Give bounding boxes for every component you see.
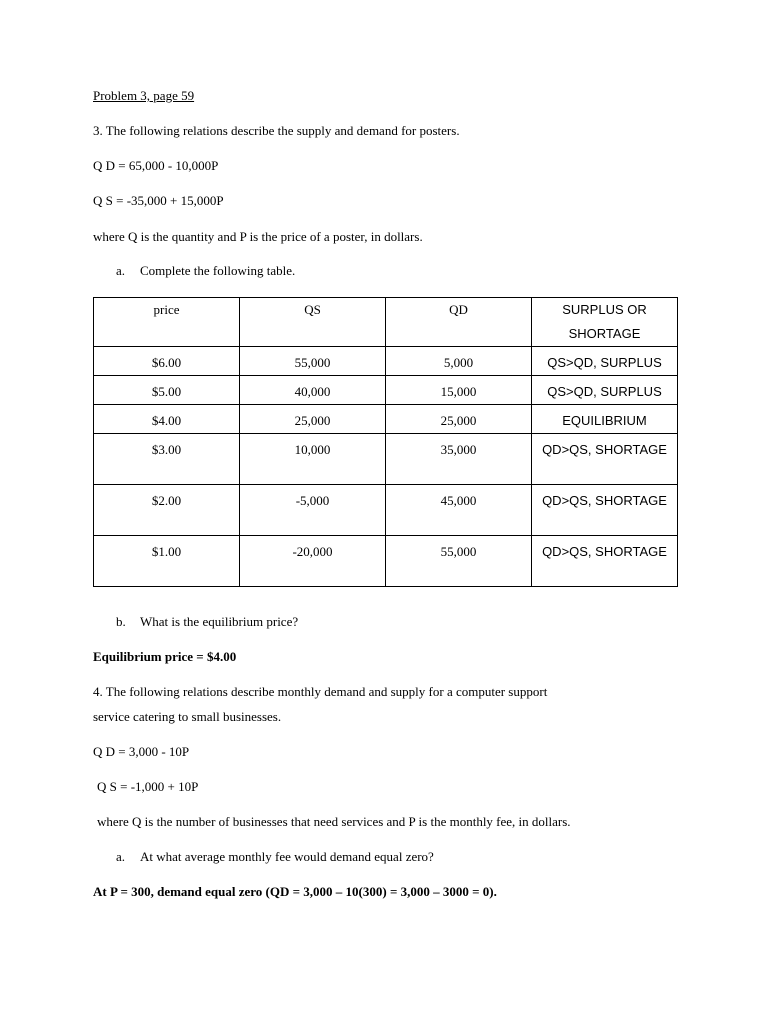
cell-qd: 25,000 (386, 405, 532, 434)
problem-4-intro-line1: 4. The following relations describe monthly demand and supply for a computer support (93, 684, 548, 699)
supply-equation-4: Q S = -1,000 + 10P (97, 779, 199, 794)
list-item-text: At what average monthly fee would demand equal zero? (140, 849, 434, 864)
table-row (94, 485, 678, 536)
demand-equation: Q D = 65,000 - 10,000P (93, 158, 219, 173)
cell-qs: -5,000 (240, 485, 386, 536)
cell-qd: 45,000 (386, 485, 532, 536)
cell-status: QD>QS, SHORTAGE (532, 536, 678, 587)
cell-qs: 25,000 (240, 405, 386, 434)
table-header-row (94, 298, 678, 347)
cell-qd: 5,000 (386, 347, 532, 376)
cell-price: $5.00 (94, 376, 240, 405)
demand-equation-4: Q D = 3,000 - 10P (93, 744, 190, 759)
cell-qs: 40,000 (240, 376, 386, 405)
cell-price: $1.00 (94, 536, 240, 587)
table-row (94, 347, 678, 376)
list-marker: a. (116, 263, 126, 278)
list-item-text: Complete the following table. (140, 263, 296, 278)
cell-qs: -20,000 (240, 536, 386, 587)
cell-status: QD>QS, SHORTAGE (532, 434, 678, 485)
equilibrium-answer: Equilibrium price = $4.00 (93, 649, 237, 664)
cell-qs: 10,000 (240, 434, 386, 485)
problem-heading: Problem 3, page 59 (93, 88, 195, 103)
cell-status: QS>QD, SURPLUS (532, 347, 678, 376)
table-row (94, 405, 678, 434)
cell-status: QD>QS, SHORTAGE (532, 485, 678, 536)
list-item-text: What is the equilibrium price? (140, 614, 299, 629)
cell-qd: 35,000 (386, 434, 532, 485)
table-row (94, 536, 678, 587)
header-price: price (94, 298, 240, 347)
problem-3-intro: 3. The following relations describe the supply and demand for posters. (93, 123, 460, 138)
cell-price: $3.00 (94, 434, 240, 485)
list-marker: a. (116, 849, 126, 864)
variable-definition-4: where Q is the number of businesses that need services and P is the monthly fee, in dollars. (97, 814, 571, 829)
cell-price: $6.00 (94, 347, 240, 376)
table-row (94, 434, 678, 485)
variable-definition: where Q is the quantity and P is the price of a poster, in dollars. (93, 229, 423, 244)
cell-qd: 15,000 (386, 376, 532, 405)
zero-demand-answer: At P = 300, demand equal zero (QD = 3,000 – 10(300) = 3,000 – 3000 = 0). (93, 884, 497, 899)
problem-4-intro-line2: service catering to small businesses. (93, 709, 282, 724)
table-row (94, 376, 678, 405)
cell-qs: 55,000 (240, 347, 386, 376)
supply-demand-table (93, 297, 678, 587)
header-qd: QD (386, 298, 532, 347)
header-qs: QS (240, 298, 386, 347)
cell-status: QS>QD, SURPLUS (532, 376, 678, 405)
cell-price: $4.00 (94, 405, 240, 434)
supply-equation: Q S = -35,000 + 15,000P (93, 193, 224, 208)
list-marker: b. (116, 614, 126, 629)
cell-price: $2.00 (94, 485, 240, 536)
cell-status: EQUILIBRIUM (532, 405, 678, 434)
header-surplus-shortage: SURPLUS OR SHORTAGE (532, 298, 678, 347)
cell-qd: 55,000 (386, 536, 532, 587)
